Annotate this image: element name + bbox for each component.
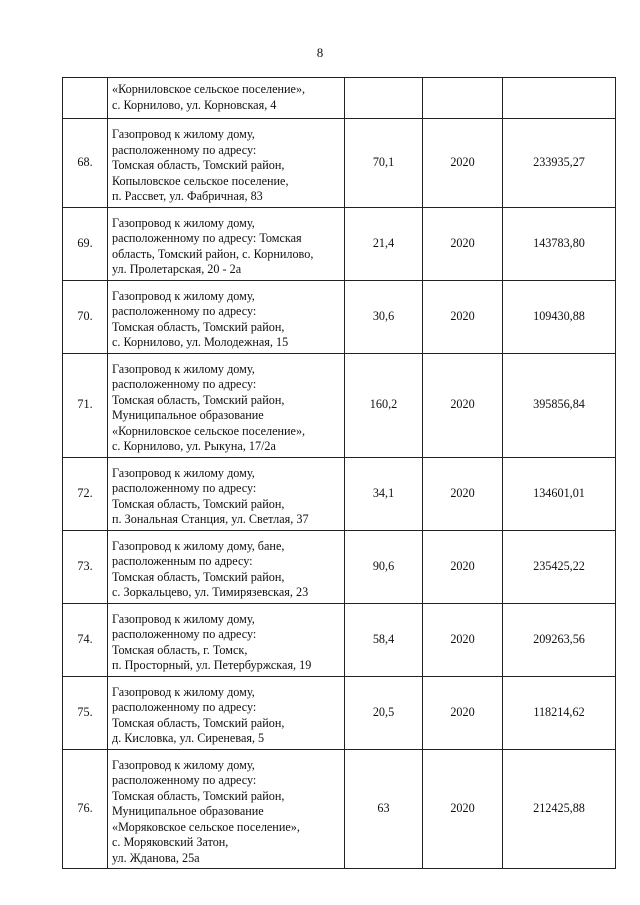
description-line: Газопровод к жилому дому,: [112, 215, 255, 230]
length-cell: 70,1: [345, 119, 423, 208]
object-description-cell: [108, 280, 345, 353]
year-cell: 2020: [423, 353, 503, 457]
object-description-cell: [108, 530, 345, 603]
table-row: [63, 603, 616, 676]
description-line: расположенному по адресу:: [112, 304, 257, 318]
description-line: Газопровод к жилому дому,: [112, 361, 255, 376]
description-line: Газопровод к жилому дому,: [112, 288, 255, 303]
table-row: [63, 119, 616, 208]
description-line: с. Корнилово, ул. Рыкуна, 17/2а: [112, 439, 276, 453]
year-cell: 2020: [423, 119, 503, 208]
description-line: расположенному по адресу: Томская: [112, 231, 302, 245]
length-cell: 90,6: [345, 530, 423, 603]
description-line: расположенному по адресу:: [112, 481, 257, 495]
cost-cell: 212425,88: [503, 749, 616, 869]
description-line: Томская область, Томский район,: [112, 496, 285, 511]
row-number-cell: 68.: [63, 119, 108, 208]
description-line: Газопровод к жилому дому,: [112, 684, 255, 699]
description-line: Томская область, г. Томск,: [112, 642, 248, 657]
object-description-cell: [108, 119, 345, 208]
description-line: Томская область, Томский район,: [112, 569, 285, 584]
description-line: п. Просторный, ул. Петербуржская, 19: [112, 658, 312, 672]
year-cell: 2020: [423, 749, 503, 869]
year-cell: 2020: [423, 530, 503, 603]
description-line: п. Рассвет, ул. Фабричная, 83: [112, 189, 263, 203]
year-cell: 2020: [423, 207, 503, 280]
assets-table: [62, 77, 616, 869]
description-line: расположенному по адресу:: [112, 627, 257, 641]
table-row: [63, 530, 616, 603]
description-line: Муниципальное образование: [112, 804, 264, 818]
year-cell: 2020: [423, 676, 503, 749]
year-cell: 2020: [423, 280, 503, 353]
table-row: [63, 353, 616, 457]
description-line: Томская область, Томский район,: [112, 715, 285, 730]
object-description-cell: [108, 603, 345, 676]
description-line: Газопровод к жилому дому, бане,: [112, 538, 285, 553]
description-line: Газопровод к жилому дому,: [112, 465, 255, 480]
object-description-cell: [108, 676, 345, 749]
description-line: с. Корнилово, ул. Молодежная, 15: [112, 335, 289, 349]
description-line: расположенному по адресу:: [112, 142, 257, 157]
cost-cell: 109430,88: [503, 280, 616, 353]
description-line: «Моряковское сельское поселение»,: [112, 819, 300, 834]
year-cell: 2020: [423, 603, 503, 676]
row-number-cell: 72.: [63, 457, 108, 530]
description-line: Томская область, Томский район,: [112, 319, 285, 334]
description-line: «Корниловское сельское поселение»,: [112, 82, 306, 96]
row-number-cell: 76.: [63, 749, 108, 869]
description-line: с. Зоркальцево, ул. Тимирязевская, 23: [112, 585, 309, 599]
row-number-cell: 70.: [63, 280, 108, 353]
length-cell: 160,2: [345, 353, 423, 457]
length-cell: [345, 78, 423, 119]
length-cell: 58,4: [345, 603, 423, 676]
cost-cell: 233935,27: [503, 119, 616, 208]
description-line: ул. Пролетарская, 20 - 2а: [112, 262, 242, 276]
row-number-cell: 73.: [63, 530, 108, 603]
object-description-cell: [108, 207, 345, 280]
length-cell: 63: [345, 749, 423, 869]
table-row: [63, 749, 616, 869]
description-line: Газопровод к жилому дому,: [112, 611, 255, 626]
length-cell: 20,5: [345, 676, 423, 749]
year-cell: 2020: [423, 457, 503, 530]
description-line: с. Моряковский Затон,: [112, 835, 229, 849]
cost-cell: 134601,01: [503, 457, 616, 530]
length-cell: 30,6: [345, 280, 423, 353]
description-line: Томская область, Томский район,: [112, 158, 285, 172]
description-line: д. Кисловка, ул. Сиреневая, 5: [112, 731, 265, 745]
cost-cell: [503, 78, 616, 119]
object-description-cell: [108, 457, 345, 530]
cost-cell: 395856,84: [503, 353, 616, 457]
description-line: Томская область, Томский район,: [112, 788, 285, 803]
table-row: [63, 280, 616, 353]
length-cell: 34,1: [345, 457, 423, 530]
table-row: [63, 457, 616, 530]
table-row: [63, 676, 616, 749]
row-number-cell: 75.: [63, 676, 108, 749]
description-line: «Корниловское сельское поселение»,: [112, 423, 306, 438]
row-number-cell: 69.: [63, 207, 108, 280]
description-line: Муниципальное образование: [112, 408, 264, 422]
row-number-cell: 71.: [63, 353, 108, 457]
description-line: расположенному по адресу:: [112, 700, 257, 714]
description-line: расположенным по адресу:: [112, 554, 253, 568]
description-line: расположенному по адресу:: [112, 773, 257, 787]
cost-cell: 209263,56: [503, 603, 616, 676]
description-line: ул. Жданова, 25а: [112, 850, 200, 865]
length-cell: 21,4: [345, 207, 423, 280]
table-row: [63, 207, 616, 280]
description-line: с. Корнилово, ул. Корновская, 4: [112, 97, 277, 112]
description-line: область, Томский район, с. Корнилово,: [112, 246, 314, 261]
table-body: [63, 78, 616, 869]
row-number-cell: [63, 78, 108, 119]
description-line: п. Зональная Станция, ул. Светлая, 37: [112, 512, 309, 526]
description-line: Копыловское сельское поселение,: [112, 173, 289, 188]
year-cell: [423, 78, 503, 119]
cost-cell: 143783,80: [503, 207, 616, 280]
object-description-cell: [108, 353, 345, 457]
description-line: Газопровод к жилому дому,: [112, 127, 255, 141]
description-line: Томская область, Томский район,: [112, 392, 285, 407]
object-description-cell: [108, 749, 345, 869]
description-line: расположенному по адресу:: [112, 377, 257, 391]
object-description-cell: [108, 78, 345, 119]
row-number-cell: 74.: [63, 603, 108, 676]
cost-cell: 235425,22: [503, 530, 616, 603]
description-line: Газопровод к жилому дому,: [112, 757, 255, 772]
page-number: 8: [316, 45, 324, 60]
cost-cell: 118214,62: [503, 676, 616, 749]
table-row: [63, 78, 616, 119]
